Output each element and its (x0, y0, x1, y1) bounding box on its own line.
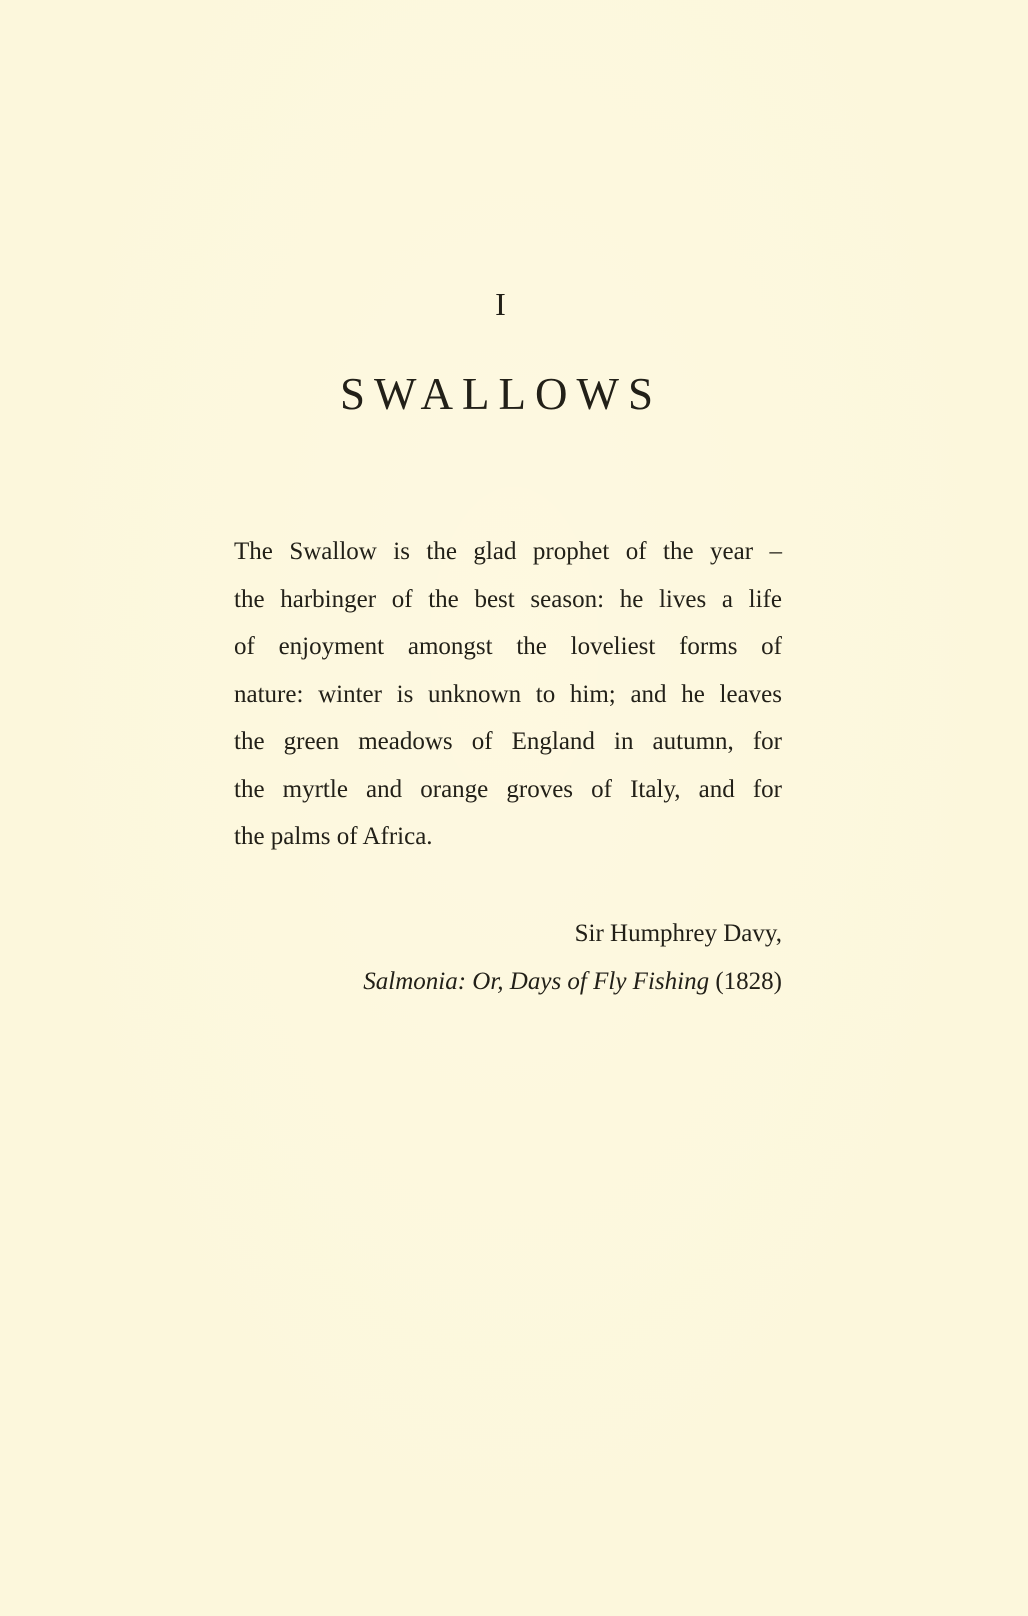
chapter-number: I (495, 286, 507, 322)
epigraph-line: The Swallow is the glad prophet of the year – (234, 538, 782, 565)
epigraph-line: the palms of Africa. (234, 823, 433, 850)
epigraph-line: the harbinger of the best season: he lives a life (234, 585, 782, 613)
epigraph-line: the myrtle and orange groves of Italy, and for (234, 775, 782, 803)
attribution-work-title: Salmonia: Or, Days of Fly Fishing (363, 967, 710, 995)
epigraph-attribution (234, 910, 782, 1005)
epigraph-quote (234, 528, 782, 861)
epigraph-line: nature: winter is unknown to him; and he leaves (234, 680, 782, 708)
attribution-source (234, 958, 782, 1006)
attribution-year: (1828) (715, 967, 782, 995)
attribution-author: Sir Humphrey Davy, (574, 920, 782, 947)
epigraph-line: the green meadows of England in autumn, for (234, 728, 782, 755)
chapter-title: SWALLOWS (340, 369, 662, 419)
epigraph-line: of enjoyment amongst the loveliest forms of (234, 633, 782, 660)
